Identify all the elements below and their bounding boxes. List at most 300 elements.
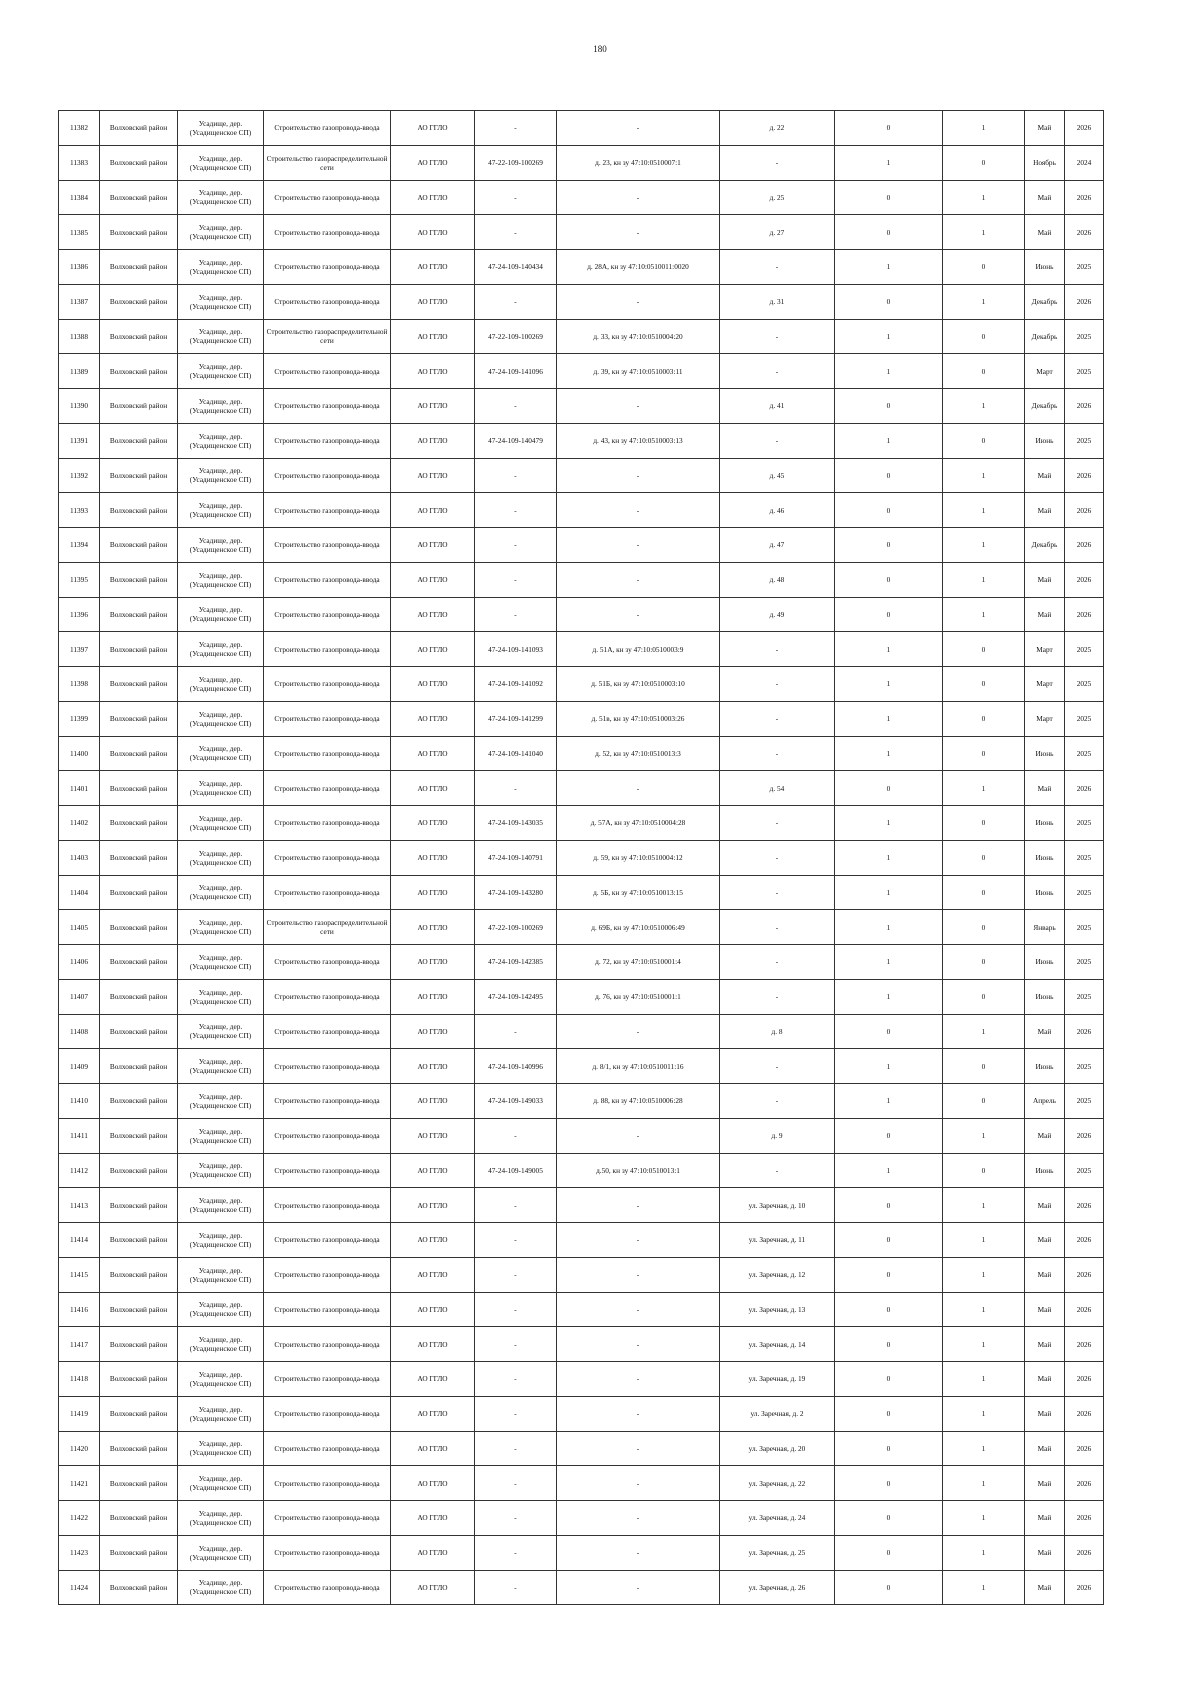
cell-month: Декабрь [1025,284,1065,319]
cell-address-cadastral: - [557,389,720,424]
cell-work-type: Строительство газопровода-ввода [264,701,391,736]
cell-count-a: 0 [835,1327,943,1362]
cell-row-number: 11424 [59,1570,100,1605]
cell-work-type: Строительство газопровода-ввода [264,458,391,493]
cell-tech-conditions-number: 47-24-109-149033 [475,1084,557,1119]
cell-year: 2025 [1065,910,1104,945]
cell-tech-conditions-number: - [475,111,557,146]
cell-year: 2025 [1065,250,1104,285]
cell-tech-conditions-number: 47-24-109-141299 [475,701,557,736]
cell-row-number: 11408 [59,1014,100,1049]
cell-district: Волховский район [100,1292,178,1327]
cell-settlement: Усадище, дер. (Усадищенское СП) [178,1257,264,1292]
cell-count-a: 1 [835,806,943,841]
cell-address-cadastral: - [557,1396,720,1431]
cell-district: Волховский район [100,1396,178,1431]
cell-month: Май [1025,1223,1065,1258]
cell-settlement: Усадище, дер. (Усадищенское СП) [178,493,264,528]
cell-organization: АО ГГЛО [391,493,475,528]
cell-district: Волховский район [100,319,178,354]
cell-count-a: 0 [835,1223,943,1258]
cell-organization: АО ГГЛО [391,1084,475,1119]
cell-count-a: 1 [835,701,943,736]
cell-address-cadastral: - [557,458,720,493]
cell-month: Май [1025,493,1065,528]
cell-address-cadastral: д. 52, кн зу 47:10:0510013:3 [557,736,720,771]
cell-house-address: - [720,319,835,354]
cell-month: Январь [1025,910,1065,945]
cell-year: 2026 [1065,1362,1104,1397]
cell-district: Волховский район [100,1118,178,1153]
cell-count-a: 1 [835,945,943,980]
cell-organization: АО ГГЛО [391,806,475,841]
cell-house-address: - [720,736,835,771]
cell-month: Май [1025,1431,1065,1466]
table-row [59,979,1104,1014]
cell-count-a: 1 [835,667,943,702]
cell-month: Май [1025,1396,1065,1431]
cell-row-number: 11417 [59,1327,100,1362]
cell-count-a: 0 [835,1257,943,1292]
cell-settlement: Усадище, дер. (Усадищенское СП) [178,1049,264,1084]
cell-month: Май [1025,1292,1065,1327]
cell-tech-conditions-number: 47-24-109-143035 [475,806,557,841]
cell-year: 2025 [1065,806,1104,841]
cell-organization: АО ГГЛО [391,145,475,180]
cell-district: Волховский район [100,1084,178,1119]
cell-row-number: 11409 [59,1049,100,1084]
cell-house-address: д. 25 [720,180,835,215]
registry-table [58,110,1104,1605]
table-row [59,1084,1104,1119]
cell-tech-conditions-number: 47-24-109-141092 [475,667,557,702]
cell-month: Апрель [1025,1084,1065,1119]
cell-tech-conditions-number: 47-24-109-142385 [475,945,557,980]
cell-count-b: 0 [943,1049,1025,1084]
cell-organization: АО ГГЛО [391,1118,475,1153]
cell-month: Июнь [1025,1153,1065,1188]
table-row [59,1396,1104,1431]
table-row [59,1153,1104,1188]
cell-count-a: 1 [835,354,943,389]
cell-work-type: Строительство газопровода-ввода [264,1327,391,1362]
cell-house-address: ул. Заречная, д. 22 [720,1466,835,1501]
table-row [59,1466,1104,1501]
cell-district: Волховский район [100,215,178,250]
cell-work-type: Строительство газопровода-ввода [264,1501,391,1536]
cell-work-type: Строительство газопровода-ввода [264,771,391,806]
cell-year: 2026 [1065,771,1104,806]
table-row [59,111,1104,146]
cell-tech-conditions-number: 47-24-109-140434 [475,250,557,285]
cell-house-address: ул. Заречная, д. 12 [720,1257,835,1292]
cell-address-cadastral: д. 76, кн зу 47:10:0510001:1 [557,979,720,1014]
table-row [59,423,1104,458]
cell-house-address: - [720,945,835,980]
cell-count-a: 0 [835,1501,943,1536]
cell-count-b: 1 [943,1327,1025,1362]
table-row [59,597,1104,632]
cell-settlement: Усадище, дер. (Усадищенское СП) [178,145,264,180]
cell-count-b: 1 [943,1014,1025,1049]
cell-row-number: 11414 [59,1223,100,1258]
table-row [59,1535,1104,1570]
cell-work-type: Строительство газопровода-ввода [264,1362,391,1397]
cell-row-number: 11402 [59,806,100,841]
cell-work-type: Строительство газопровода-ввода [264,736,391,771]
cell-house-address: - [720,1049,835,1084]
cell-house-address: ул. Заречная, д. 2 [720,1396,835,1431]
cell-settlement: Усадище, дер. (Усадищенское СП) [178,1153,264,1188]
cell-address-cadastral: - [557,528,720,563]
cell-organization: АО ГГЛО [391,1362,475,1397]
cell-row-number: 11420 [59,1431,100,1466]
cell-organization: АО ГГЛО [391,1049,475,1084]
cell-district: Волховский район [100,528,178,563]
cell-count-a: 1 [835,423,943,458]
cell-district: Волховский район [100,562,178,597]
cell-month: Июнь [1025,736,1065,771]
cell-year: 2025 [1065,945,1104,980]
cell-settlement: Усадище, дер. (Усадищенское СП) [178,1466,264,1501]
cell-count-a: 1 [835,319,943,354]
cell-tech-conditions-number: 47-22-109-100269 [475,145,557,180]
cell-house-address: д. 31 [720,284,835,319]
cell-tech-conditions-number: 47-24-109-141096 [475,354,557,389]
cell-year: 2025 [1065,979,1104,1014]
cell-work-type: Строительство газопровода-ввода [264,1153,391,1188]
cell-organization: АО ГГЛО [391,1535,475,1570]
cell-tech-conditions-number: - [475,1118,557,1153]
cell-district: Волховский район [100,910,178,945]
cell-district: Волховский район [100,1188,178,1223]
cell-address-cadastral: д. 23, кн зу 47:10:0510007:1 [557,145,720,180]
cell-month: Май [1025,180,1065,215]
table-row [59,910,1104,945]
cell-organization: АО ГГЛО [391,875,475,910]
cell-month: Март [1025,354,1065,389]
cell-count-a: 0 [835,1362,943,1397]
cell-organization: АО ГГЛО [391,423,475,458]
cell-count-b: 1 [943,771,1025,806]
cell-house-address: - [720,250,835,285]
cell-month: Май [1025,597,1065,632]
cell-settlement: Усадище, дер. (Усадищенское СП) [178,1501,264,1536]
cell-month: Май [1025,562,1065,597]
cell-count-a: 0 [835,180,943,215]
table-row [59,215,1104,250]
cell-organization: АО ГГЛО [391,1327,475,1362]
cell-work-type: Строительство газораспределительной сети [264,319,391,354]
cell-district: Волховский район [100,1570,178,1605]
cell-district: Волховский район [100,1431,178,1466]
cell-address-cadastral: - [557,1466,720,1501]
cell-work-type: Строительство газопровода-ввода [264,1396,391,1431]
cell-work-type: Строительство газопровода-ввода [264,1431,391,1466]
cell-organization: АО ГГЛО [391,979,475,1014]
cell-address-cadastral: - [557,562,720,597]
cell-count-b: 1 [943,1188,1025,1223]
cell-row-number: 11412 [59,1153,100,1188]
cell-house-address: - [720,1084,835,1119]
cell-work-type: Строительство газопровода-ввода [264,667,391,702]
cell-tech-conditions-number: - [475,1396,557,1431]
cell-organization: АО ГГЛО [391,910,475,945]
cell-year: 2026 [1065,597,1104,632]
cell-month: Май [1025,1257,1065,1292]
cell-count-b: 1 [943,389,1025,424]
table-row [59,806,1104,841]
cell-house-address: ул. Заречная, д. 25 [720,1535,835,1570]
cell-count-b: 1 [943,215,1025,250]
cell-settlement: Усадище, дер. (Усадищенское СП) [178,250,264,285]
cell-organization: АО ГГЛО [391,250,475,285]
cell-house-address: ул. Заречная, д. 11 [720,1223,835,1258]
cell-row-number: 11398 [59,667,100,702]
cell-district: Волховский район [100,597,178,632]
cell-district: Волховский район [100,1257,178,1292]
cell-district: Волховский район [100,1362,178,1397]
cell-address-cadastral: д. 39, кн зу 47:10:0510003:11 [557,354,720,389]
cell-count-b: 0 [943,319,1025,354]
cell-house-address: - [720,875,835,910]
table-row [59,1049,1104,1084]
cell-settlement: Усадище, дер. (Усадищенское СП) [178,284,264,319]
cell-year: 2026 [1065,284,1104,319]
cell-organization: АО ГГЛО [391,771,475,806]
cell-house-address: - [720,145,835,180]
cell-count-b: 0 [943,145,1025,180]
cell-tech-conditions-number: 47-24-109-141040 [475,736,557,771]
cell-month: Май [1025,1535,1065,1570]
cell-count-b: 1 [943,1396,1025,1431]
cell-address-cadastral: - [557,1327,720,1362]
cell-tech-conditions-number: 47-22-109-100269 [475,910,557,945]
cell-organization: АО ГГЛО [391,284,475,319]
cell-settlement: Усадище, дер. (Усадищенское СП) [178,979,264,1014]
cell-district: Волховский район [100,250,178,285]
cell-count-a: 0 [835,1292,943,1327]
cell-count-b: 1 [943,562,1025,597]
cell-work-type: Строительство газопровода-ввода [264,493,391,528]
cell-row-number: 11419 [59,1396,100,1431]
cell-settlement: Усадище, дер. (Усадищенское СП) [178,1118,264,1153]
cell-count-b: 1 [943,458,1025,493]
cell-count-a: 0 [835,1535,943,1570]
table-row [59,493,1104,528]
cell-month: Март [1025,667,1065,702]
cell-address-cadastral: д. 72, кн зу 47:10:0510001:4 [557,945,720,980]
cell-house-address: д. 9 [720,1118,835,1153]
cell-organization: АО ГГЛО [391,458,475,493]
cell-row-number: 11392 [59,458,100,493]
cell-district: Волховский район [100,979,178,1014]
cell-district: Волховский район [100,806,178,841]
cell-tech-conditions-number: - [475,1535,557,1570]
cell-district: Волховский район [100,1535,178,1570]
cell-district: Волховский район [100,1153,178,1188]
cell-row-number: 11405 [59,910,100,945]
cell-organization: АО ГГЛО [391,562,475,597]
cell-house-address: д. 48 [720,562,835,597]
cell-organization: АО ГГЛО [391,736,475,771]
cell-tech-conditions-number: - [475,458,557,493]
cell-count-b: 1 [943,1466,1025,1501]
cell-work-type: Строительство газопровода-ввода [264,1049,391,1084]
cell-month: Март [1025,701,1065,736]
cell-house-address: д. 8 [720,1014,835,1049]
cell-row-number: 11382 [59,111,100,146]
cell-row-number: 11386 [59,250,100,285]
cell-count-b: 1 [943,1570,1025,1605]
cell-year: 2025 [1065,423,1104,458]
cell-count-a: 0 [835,1118,943,1153]
cell-address-cadastral: - [557,1535,720,1570]
cell-count-b: 1 [943,111,1025,146]
table-row [59,1223,1104,1258]
cell-count-b: 0 [943,806,1025,841]
cell-address-cadastral: - [557,284,720,319]
cell-month: Май [1025,1501,1065,1536]
cell-organization: АО ГГЛО [391,1570,475,1605]
cell-tech-conditions-number: - [475,528,557,563]
cell-row-number: 11416 [59,1292,100,1327]
cell-organization: АО ГГЛО [391,1501,475,1536]
cell-year: 2026 [1065,1014,1104,1049]
table-row [59,180,1104,215]
table-row [59,354,1104,389]
table-row [59,528,1104,563]
cell-month: Май [1025,771,1065,806]
cell-address-cadastral: - [557,1362,720,1397]
cell-work-type: Строительство газопровода-ввода [264,250,391,285]
cell-settlement: Усадище, дер. (Усадищенское СП) [178,562,264,597]
cell-organization: АО ГГЛО [391,1014,475,1049]
table-row [59,1570,1104,1605]
cell-count-a: 1 [835,910,943,945]
cell-work-type: Строительство газопровода-ввода [264,528,391,563]
cell-settlement: Усадище, дер. (Усадищенское СП) [178,736,264,771]
table-row [59,701,1104,736]
cell-count-a: 0 [835,1014,943,1049]
table-row [59,319,1104,354]
cell-row-number: 11397 [59,632,100,667]
cell-year: 2026 [1065,1118,1104,1153]
cell-organization: АО ГГЛО [391,1153,475,1188]
cell-work-type: Строительство газопровода-ввода [264,215,391,250]
cell-year: 2026 [1065,562,1104,597]
cell-count-a: 1 [835,632,943,667]
cell-month: Май [1025,111,1065,146]
cell-count-b: 0 [943,945,1025,980]
cell-settlement: Усадище, дер. (Усадищенское СП) [178,632,264,667]
cell-house-address: - [720,667,835,702]
cell-organization: АО ГГЛО [391,1431,475,1466]
cell-address-cadastral: д.50, кн зу 47:10:0510013:1 [557,1153,720,1188]
table-row [59,945,1104,980]
cell-count-b: 0 [943,1153,1025,1188]
cell-year: 2026 [1065,528,1104,563]
cell-month: Март [1025,632,1065,667]
cell-settlement: Усадище, дер. (Усадищенское СП) [178,215,264,250]
cell-settlement: Усадище, дер. (Усадищенское СП) [178,771,264,806]
cell-count-b: 0 [943,736,1025,771]
cell-organization: АО ГГЛО [391,945,475,980]
cell-tech-conditions-number: - [475,597,557,632]
cell-address-cadastral: - [557,1501,720,1536]
cell-district: Волховский район [100,180,178,215]
cell-district: Волховский район [100,1049,178,1084]
cell-settlement: Усадище, дер. (Усадищенское СП) [178,910,264,945]
cell-district: Волховский район [100,1223,178,1258]
cell-address-cadastral: - [557,1431,720,1466]
cell-house-address: д. 46 [720,493,835,528]
cell-address-cadastral: - [557,1292,720,1327]
cell-year: 2026 [1065,1535,1104,1570]
cell-organization: АО ГГЛО [391,1396,475,1431]
cell-address-cadastral: д. 51Б, кн зу 47:10:0510003:10 [557,667,720,702]
cell-row-number: 11421 [59,1466,100,1501]
cell-district: Волховский район [100,284,178,319]
cell-organization: АО ГГЛО [391,840,475,875]
cell-work-type: Строительство газопровода-ввода [264,354,391,389]
cell-work-type: Строительство газопровода-ввода [264,979,391,1014]
cell-tech-conditions-number: 47-24-109-141093 [475,632,557,667]
cell-count-b: 1 [943,1223,1025,1258]
cell-row-number: 11404 [59,875,100,910]
cell-year: 2026 [1065,1327,1104,1362]
cell-house-address: - [720,979,835,1014]
cell-row-number: 11406 [59,945,100,980]
cell-settlement: Усадище, дер. (Усадищенское СП) [178,1362,264,1397]
cell-organization: АО ГГЛО [391,701,475,736]
cell-count-a: 0 [835,1466,943,1501]
cell-address-cadastral: - [557,215,720,250]
cell-work-type: Строительство газопровода-ввода [264,945,391,980]
cell-count-b: 1 [943,1292,1025,1327]
cell-year: 2025 [1065,667,1104,702]
cell-address-cadastral: д. 33, кн зу 47:10:0510004:20 [557,319,720,354]
cell-count-a: 1 [835,1153,943,1188]
cell-settlement: Усадище, дер. (Усадищенское СП) [178,389,264,424]
cell-settlement: Усадище, дер. (Усадищенское СП) [178,875,264,910]
cell-address-cadastral: - [557,1257,720,1292]
cell-settlement: Усадище, дер. (Усадищенское СП) [178,1188,264,1223]
cell-row-number: 11411 [59,1118,100,1153]
cell-house-address: - [720,910,835,945]
cell-tech-conditions-number: - [475,180,557,215]
cell-house-address: д. 22 [720,111,835,146]
cell-count-a: 0 [835,284,943,319]
cell-settlement: Усадище, дер. (Усадищенское СП) [178,111,264,146]
cell-house-address: - [720,701,835,736]
cell-month: Июнь [1025,1049,1065,1084]
cell-house-address: - [720,806,835,841]
cell-organization: АО ГГЛО [391,354,475,389]
cell-year: 2025 [1065,1084,1104,1119]
cell-settlement: Усадище, дер. (Усадищенское СП) [178,354,264,389]
table-row [59,1118,1104,1153]
cell-row-number: 11393 [59,493,100,528]
cell-year: 2026 [1065,180,1104,215]
cell-house-address: - [720,354,835,389]
cell-count-a: 1 [835,840,943,875]
cell-address-cadastral: д. 51А, кн зу 47:10:0510003:9 [557,632,720,667]
cell-house-address: - [720,840,835,875]
cell-address-cadastral: - [557,180,720,215]
cell-row-number: 11384 [59,180,100,215]
cell-work-type: Строительство газопровода-ввода [264,1570,391,1605]
